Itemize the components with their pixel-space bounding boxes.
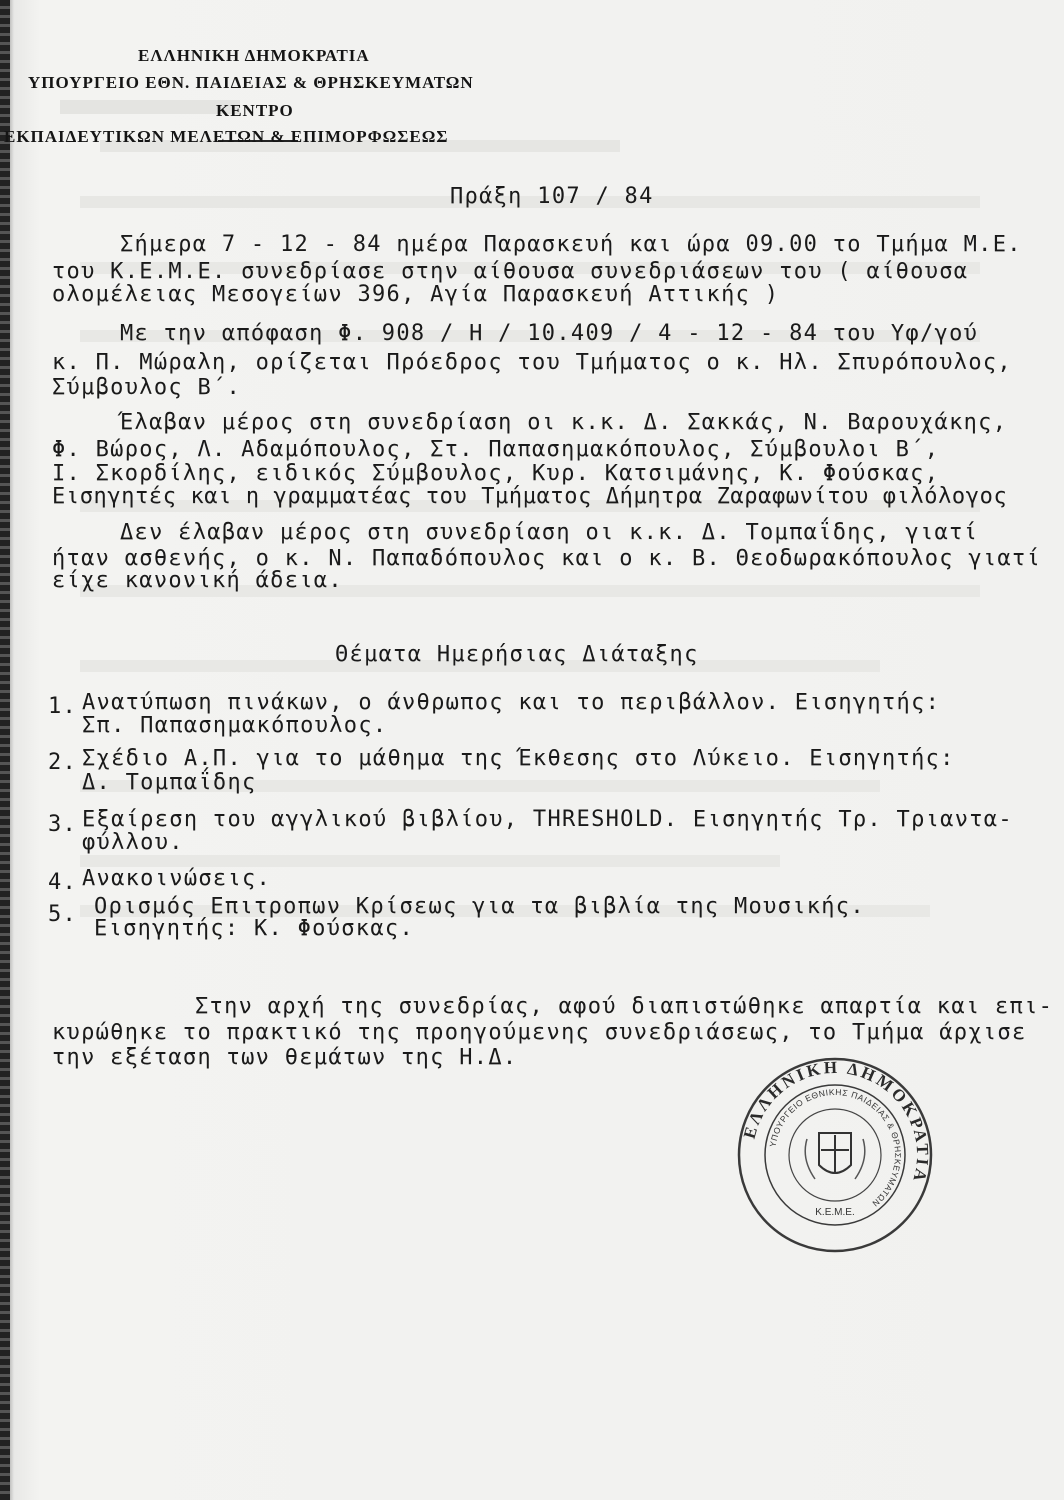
agenda-title: Θέματα Ημερήσιας Διάταξης (335, 642, 699, 667)
attendees-line: Έλαβαν μέρος στη συνεδρίαση οι κ.κ. Δ. Σακκάς, Ν. Βαρουχάκης, (120, 410, 1008, 435)
agenda-item-line: φύλλου. (82, 830, 184, 855)
official-stamp-seal (735, 1055, 935, 1255)
closing-line: Στην αρχή της συνεδρίας, αφού διαπιστώθηκε απαρτία και επι- (195, 994, 1054, 1019)
attendees-line: Ι. Σκορδίλης, ειδικός Σύμβουλος, Κυρ. Κατσιμάνης, Κ. Φούσκας, (52, 461, 940, 486)
decision-line: Με την απόφαση Φ. 908 / Η / 10.409 / 4 - 12 - 84 του Υφ/γού (120, 321, 979, 346)
agenda-item-number: 1. (48, 694, 78, 719)
document-title: Πράξη 107 / 84 (450, 184, 654, 209)
attendees-line: Εισηγητές και η γραμματέας του Τμήματος Δήμητρα Ζαραφωνίτου φιλόλογος (52, 484, 1008, 509)
stamp-outer-text: ΕΛΛΗΝΙΚΗ ΔΗΜΟΚΡΑΤΙΑ (739, 1057, 933, 1187)
agenda-item-line: Ορισμός Επιτροπων Κρίσεως για τα βιβλία της Μουσικής. (94, 894, 865, 919)
header-line-centre: ΚΕΝΤΡΟ (216, 101, 294, 120)
absentees-line: είχε κανονική άδεια. (52, 568, 343, 593)
decision-line: Σύμβουλος Β΄. (52, 375, 242, 400)
header-line-centre-name: ΕΚΠΑΙΔΕΥΤΙΚΩΝ ΜΕΛΕΤΩΝ & ΕΠΙΜΟΡΦΩΣΕΩΣ (4, 127, 449, 146)
header-line-ministry: ΥΠΟΥΡΓΕΙΟ ΕΘΝ. ΠΑΙΔΕΙΑΣ & ΘΡΗΣΚΕΥΜΑΤΩΝ (28, 73, 474, 92)
closing-line: την εξέταση των θεμάτων της Η.Δ. (52, 1045, 518, 1070)
agenda-item-line: Δ. Τομπαΐδης (82, 770, 257, 795)
agenda-item-number: 3. (48, 812, 78, 837)
agenda-item-line: Εξαίρεση του αγγλικού βιβλίου, THRESHOLD. Εισηγητής Τρ. Τριαντα- (82, 807, 1013, 832)
decision-line: κ. Π. Μώραλη, ορίζεται Πρόεδρος του Τμήματος ο κ. Ηλ. Σπυρόπουλος, (52, 350, 1012, 375)
absentees-line: Δεν έλαβαν μέρος στη συνεδρίαση οι κ.κ. Δ. Τομπαΐδης, γιατί (120, 520, 979, 545)
absentees-line: ήταν ασθενής, ο κ. Ν. Παπαδόπουλος και ο κ. Β. Θεοδωρακόπουλος γιατί (52, 546, 1042, 571)
agenda-item-line: Ανακοινώσεις. (82, 866, 272, 891)
agenda-item-number: 2. (48, 750, 78, 775)
intro-line: του Κ.Ε.Μ.Ε. συνεδρίασε στην αίθουσα συνεδριάσεων του ( αίθουσα (52, 259, 969, 284)
stamp-inner-text: ΥΠΟΥΡΓΕΙΟ ΕΘΝΙΚΗΣ ΠΑΙΔΕΙΑΣ & ΘΡΗΣΚΕΥΜΑΤΩΝ (767, 1086, 904, 1209)
header-line-republic: ΕΛΛΗΝΙΚΗ ΔΗΜΟΚΡΑΤΙΑ (138, 46, 370, 65)
closing-line: κυρώθηκε το πρακτικό της προηγούμενης συνεδριάσεως, το Τμήμα άρχισε (52, 1020, 1027, 1045)
stamp-bottom-text: Κ.Ε.Μ.Ε. (815, 1207, 855, 1218)
intro-line: Σήμερα 7 - 12 - 84 ημέρα Παρασκευή και ώρα 09.00 το Τμήμα Μ.Ε. (120, 232, 1022, 257)
agenda-item-number: 4. (48, 870, 78, 895)
agenda-item-line: Σχέδιο Α.Π. για το μάθημα της Έκθεσης στο Λύκειο. Εισηγητής: (82, 746, 955, 771)
agenda-item-number: 5. (48, 902, 78, 927)
coat-of-arms-icon (805, 1133, 865, 1179)
attendees-line: Φ. Βώρος, Λ. Αδαμόπουλος, Στ. Παπασημακόπουλος, Σύμβουλοι Β΄, (52, 437, 940, 462)
agenda-item-line: Εισηγητής: Κ. Φούσκας. (94, 916, 414, 941)
agenda-item-line: Σπ. Παπασημακόπουλος. (82, 713, 388, 738)
intro-line: ολομέλειας Μεσογείων 396, Αγία Παρασκευή Αττικής ) (52, 282, 780, 307)
agenda-item-line: Ανατύπωση πινάκων, ο άνθρωπος και το περιβάλλον. Εισηγητής: (82, 690, 941, 715)
binding-edge (0, 0, 10, 1500)
